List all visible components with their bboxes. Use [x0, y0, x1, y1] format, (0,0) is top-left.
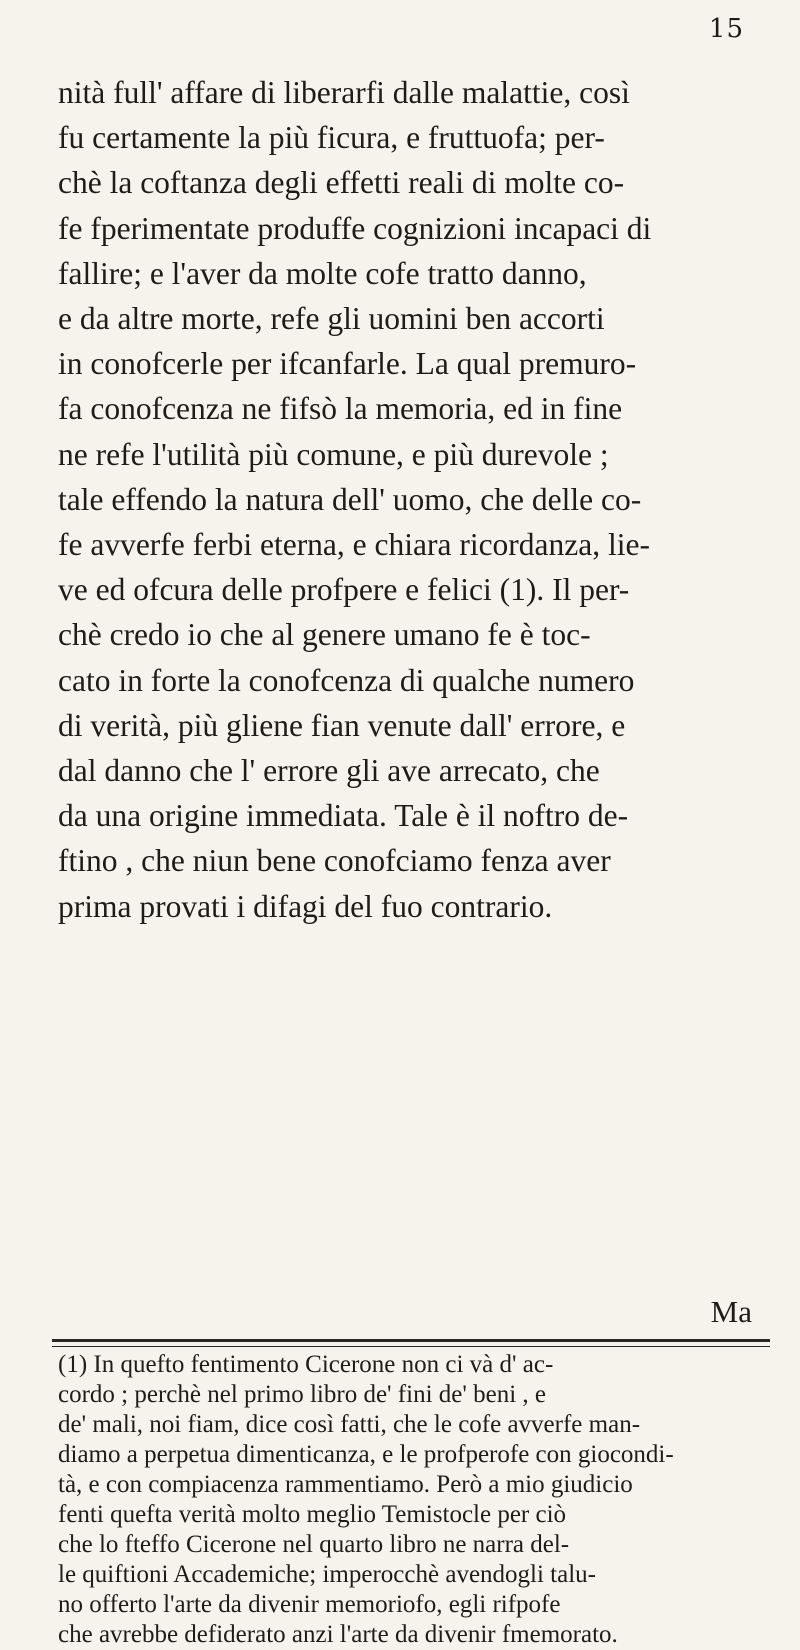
footnote-line: le quiftioni Accademiche; imperocchè avendogli talu-	[58, 1561, 596, 1588]
body-line: fallire; e l'aver da molte cofe tratto danno,	[58, 255, 587, 291]
body-line: da una origine immediata. Tale è il noftro de-	[58, 798, 629, 834]
body-line: e da altre morte, refe gli uomini ben accorti	[58, 301, 605, 337]
body-line: di verità, più gliene fian venute dall' errore, e	[58, 707, 626, 743]
footnote-line: che lo fteffo Cicerone nel quarto libro ne narra del-	[58, 1531, 570, 1558]
body-line: nità full' affare di liberarfi dalle malattie, così	[58, 75, 630, 110]
body-line: ve ed ofcura delle profpere e felici (1). Il per-	[58, 572, 630, 608]
body-line: ftino , che niun bene conofciamo fenza aver	[58, 843, 611, 879]
body-line: fe avverfe ferbi eterna, e chiara ricordanza, lie-	[58, 527, 650, 563]
body-line: tale effendo la natura dell' uomo, che delle co-	[58, 481, 642, 517]
footnote-line: cordo ; perchè nel primo libro de' fini de' beni , e	[58, 1381, 547, 1408]
body-line: ne refe l'utilità più comune, e più durevole ;	[58, 436, 609, 472]
body-line: fu certamente la più ficura, e fruttuofa; per-	[58, 120, 605, 156]
footnote-line: no offerto l'arte da divenir memoriofo, egli rifpofe	[58, 1591, 561, 1618]
footnote-line: che avrebbe defiderato anzi l'arte da divenir fmemorato.	[58, 1621, 618, 1648]
catchword: Ma	[710, 1294, 752, 1329]
footnote-line: tà, e con compiacenza rammentiamo. Però a mio giudicio	[58, 1471, 633, 1498]
body-line: prima provati i difagi del fuo contrario.	[58, 888, 553, 924]
body-line: chè la coftanza degli effetti reali di molte co-	[58, 165, 625, 201]
footnote-line: (1) In quefto fentimento Cicerone non ci và d' ac-	[58, 1351, 554, 1378]
footnote-rule	[52, 1339, 770, 1342]
body-line: in conofcerle per ifcanfarle. La qual premuro-	[58, 346, 637, 382]
footnote-line: diamo a perpetua dimenticanza, e le profperofe con giocondi-	[58, 1441, 674, 1468]
page-number: 15	[708, 14, 744, 44]
footnote	[58, 1350, 764, 1650]
body-text	[58, 70, 764, 929]
body-line: fa conofcenza ne fifsò la memoria, ed in fine	[58, 391, 623, 427]
body-line: fe fperimentate produffe cognizioni incapaci di	[58, 210, 652, 246]
footnote-line: de' mali, noi fiam, dice così fatti, che le cofe avverfe man-	[58, 1411, 641, 1438]
body-line: dal danno che l' errore gli ave arrecato, che	[58, 753, 600, 789]
footnote-rule-thin	[52, 1346, 770, 1347]
body-line: chè credo io che al genere umano fe è toc-	[58, 617, 591, 653]
body-line: cato in forte la conofcenza di qualche numero	[58, 662, 635, 698]
footnote-line: fenti quefta verità molto meglio Temistocle per ciò	[58, 1501, 567, 1528]
